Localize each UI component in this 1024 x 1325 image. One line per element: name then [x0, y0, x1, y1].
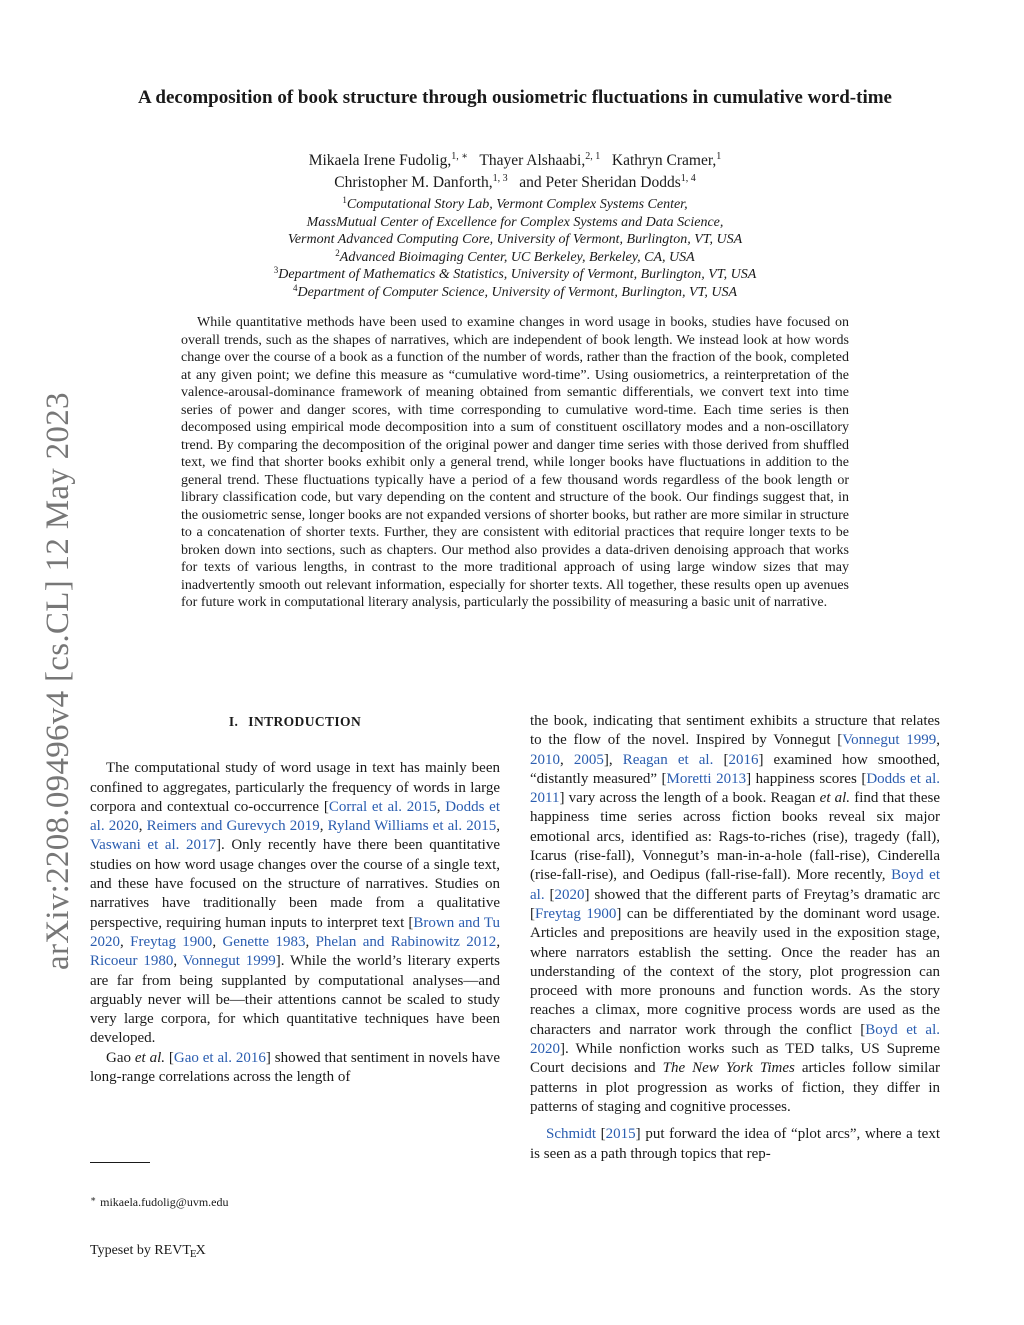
citation-link[interactable]: 2020	[554, 886, 585, 903]
citation-link[interactable]: Schmidt	[546, 1126, 597, 1143]
body-text: [	[165, 1049, 174, 1066]
section-heading	[90, 712, 500, 731]
citation-link[interactable]: Gao et al. 2016	[173, 1049, 266, 1066]
body-text: ]. While the world’s literary experts are far from being supplanted by computational analyses—and arguably never will be—their attentions cannot be scaled to study very large corpora, for which quantitative techniques have been developed.	[90, 953, 501, 1047]
affiliation-text: Department of Mathematics & Statistics, University of Vermont, Burlington, VT, USA	[278, 267, 757, 283]
affiliation-text: Vermont Advanced Computing Core, University of Vermont, Burlington, VT, USA	[287, 232, 743, 248]
body-text: ] vary across the length of a book. Reagan	[559, 790, 820, 807]
citation-link[interactable]: Ricoeur 1980	[90, 953, 174, 970]
author-list	[100, 150, 930, 194]
body-text: ]. Only recently have there been quantitative studies on how word usage changes over the course of a single text, and these have focused on the structure of narratives. Studies on narratives have traditionally been made from a qualitative perspective, requiring human inputs to interpret text [	[90, 837, 500, 931]
affiliation-line	[100, 249, 930, 267]
emphasis-text: et al.	[134, 1049, 165, 1066]
typeset-note	[90, 1242, 206, 1263]
citation-link[interactable]: Dodds et al. 2020	[90, 798, 500, 835]
emphasis-text: et al.	[819, 790, 851, 807]
citation-link[interactable]: Boyd et al.	[530, 867, 940, 903]
citation-link[interactable]: Ryland Williams et al. 2015	[327, 818, 497, 835]
typeset-text: Typeset by REVT	[90, 1243, 191, 1258]
body-paragraph: the book, indicating that sentiment exhibits a structure that relates to the flow of the novel. Inspired by Vonnegut [Vonnegut 1999, 2010, 2005], Reagan et al. [2016] examined how smoothed, “distantly measured” [Moretti 2013] happiness scores [Dodds et al. 2011] vary across the length of a book. Reagan et al. find that these happiness time series across fiction books reveal six major emotional arcs, identified as: Rags-to-riches (rise), tragedy (fall), Icarus (rise-fall), Vonnegut’s man-in-a-hole (fall-rise), Cinderella (rise-fall-rise), and Oedipus (fall-rise-fall). More recently, Boyd et al. [2020] showed that the different parts of Freytag’s dramatic arc [Freytag 1900] can be differentiated by the dominant word usage. Articles and prepositions are heavily used in the exposition stage, where narrators establish the setting. Once the reader has an understanding of the context of the story, plot progression can proceed with more pronouns and function words. As the story reaches a climax, more cognitive process words are used as the characters and narrator work through the conflict [Boyd et al. 2020]. While nonfiction works such as TED talks, US Supreme Court decisions and The New York Times articles follow similar patterns in plot progression as works of fiction, they differ in patterns of staging and cognitive processes.	[530, 713, 941, 1115]
author-affiliation-marker: 2, 1	[585, 151, 601, 162]
right-column	[530, 712, 940, 1164]
affiliation-line	[100, 231, 930, 249]
body-paragraph: The computational study of word usage in text has mainly been confined to aggregates, particularly the frequency of words in large corpora and contextual co-occurrence [Corral et al. 2015, Dodds et al. 2020, Reimers and Gurevych 2019, Ryland Williams et al. 2015, Vaswani et al. 2017]. Only recently have there been quantitative studies on how word usage changes over the course of a single text, and these have focused on the structure of narratives. Studies on narratives have traditionally been made from a qualitative perspective, requiring human inputs to interpret text [Brown and Tu 2020, Freytag 1900, Genette 1983, Phelan and Rabinowitz 2012, Ricoeur 1980, Vonnegut 1999]. While the world’s literary experts are far from being supplanted by computational analyses—and arguably never will be—their attentions cannot be scaled to study very large corpora, for which quantitative techniques have been developed.	[90, 760, 501, 1047]
author-affiliation-marker: 1	[716, 151, 722, 162]
citation-link[interactable]: Genette 1983	[222, 933, 306, 950]
body-text: ] showed that the different parts of Freytag’s dramatic arc [	[530, 886, 941, 922]
body-text: [	[596, 1126, 606, 1143]
citation-link[interactable]: Moretti 2013	[666, 770, 747, 787]
body-text: [	[713, 751, 729, 768]
citation-link[interactable]: Vaswani et al. 2017	[90, 837, 216, 854]
citation-link[interactable]: Reagan et al.	[622, 751, 714, 768]
citation-link[interactable]: Freytag 1900	[130, 933, 213, 950]
paper-title: A decomposition of book structure through ousiometric fluctuations in cumulative word-time	[137, 87, 892, 108]
emphasis-text: The New York Times	[662, 1060, 795, 1077]
body-text: ] put forward the idea of “plot arcs”, where a text is seen as a path through topics that rep-	[530, 1126, 940, 1162]
footnote	[90, 1192, 228, 1210]
author-name: Christopher M. Danforth,	[334, 174, 493, 191]
citation-link[interactable]: 2010	[530, 751, 560, 768]
affiliation-marker: 1	[342, 195, 347, 205]
affiliation-line	[100, 284, 930, 302]
citation-link[interactable]: Phelan and Rabinowitz 2012	[315, 933, 497, 950]
affiliation-line	[100, 196, 930, 214]
body-paragraph	[530, 1125, 940, 1164]
footnote-email: mikaela.fudolig@uvm.edu	[100, 1195, 229, 1209]
abstract: While quantitative methods have been used to examine changes in word usage in books, studies have focused on overall trends, such as the shapes of narratives, which are independent of book length. We instead look at how words change over the course of a book as a function of the number of words, rather than the fraction of the book, completed at any given point; we define this measure as “cumulative word-time”. Using ousiometrics, a reinterpretation of the valence-arousal-dominance framework of meaning obtained from semantic differentials, we convert text into time series of power and danger scores, with time corresponding to cumulative word-time. Each time series is then decomposed using empirical mode decomposition into a sum of constituent oscillatory modes and a non-oscillatory trend. By comparing the decomposition of the original power and danger time series with those derived from shuffled text, we find that shorter books exhibit only a general trend, while longer books have fluctuations in addition to the general trend. These fluctuations typically have a period of a few thousand words regardless of the book length or library classification code, but vary depending on the content and structure of the book. Our findings suggest that, in the ousiometric sense, longer books are not expanded versions of shorter books, but rather are more similar in structure to a concatenation of shorter texts. Further, they are consistent with editorial practices that require longer texts to be broken down into sections, such as chapters. Our method also provides a data-driven denoising approach that works for texts of various lengths, in contrast to the more traditional approach of using large window sizes that may inadvertently smooth out relevant information, especially for shorter texts. All together, these results open up avenues for future work in computational literary analysis, particularly the possibility of measuring a basic unit of narrative.	[181, 315, 849, 610]
body-text: ] happiness scores [	[746, 770, 867, 787]
body-text: Gao	[106, 1049, 135, 1066]
citation-link[interactable]: Dodds et al. 2011	[530, 770, 940, 807]
author-affiliation-marker: 1, 4	[680, 173, 696, 184]
affiliation-marker: 4	[292, 282, 298, 293]
affiliation-text: Computational Story Lab, Vermont Complex Systems Center,	[346, 197, 688, 212]
body-paragraph	[90, 1049, 500, 1088]
left-column	[90, 712, 500, 1087]
citation-link[interactable]: Reimers and Gurevych 2019	[146, 818, 320, 835]
body-text: ]. While nonfiction works such as TED talks, US Supreme Court decisions and	[530, 1041, 940, 1077]
citation-link[interactable]: 2015	[605, 1126, 636, 1143]
citation-link[interactable]: Vonnegut 1999	[182, 953, 276, 970]
body-text: ],	[603, 751, 623, 768]
arxiv-identifier: arXiv:2208.09496v4 [cs.CL] 12 May 2023	[40, 392, 76, 970]
citation-link[interactable]: Corral et al. 2015	[328, 798, 437, 815]
citation-link[interactable]: Vonnegut 1999	[842, 732, 937, 749]
body-text: ] can be differentiated by the dominant word usage. Articles and prepositions are heavily used in the exposition stage, where narrators establish the setting. Once the reader has an understanding of the context of the story, plot progression can proceed with more pronouns and function words. As the story reaches a climax, more cognitive process words are used as the characters and narrator work through the conflict [	[530, 905, 940, 1038]
citation-link[interactable]: 2005	[573, 751, 604, 768]
body-text: articles follow similar patterns in plot progression as works of fiction, they differ in patterns of staging and cognitive processes.	[530, 1060, 940, 1115]
author-affiliation-marker: 1, ∗	[451, 151, 468, 162]
affiliation-marker: 3	[273, 265, 279, 276]
body-text: ] examined how smoothed, “distantly measured” [	[530, 751, 941, 787]
affiliation-line	[100, 266, 930, 284]
section-title: INTRODUCTION	[248, 714, 362, 729]
body-text: [	[544, 886, 555, 903]
body-text: the book, indicating that sentiment exhibits a structure that relates to the flow of the novel. Inspired by Vonnegut [	[530, 713, 940, 749]
footnote-divider	[90, 1162, 150, 1163]
author-name: Thayer Alshaabi,	[479, 152, 586, 169]
affiliation-marker: 2	[335, 247, 340, 258]
tex-e: E	[189, 1248, 197, 1260]
affiliation-text: Advanced Bioimaging Center, UC Berkeley, Berkeley, CA, USA	[339, 249, 695, 265]
section-number: I.	[228, 714, 239, 729]
author-name: and Peter Sheridan Dodds	[519, 174, 681, 191]
affiliation-text: Department of Computer Science, University of Vermont, Burlington, VT, USA	[297, 284, 737, 300]
affiliation-text: MassMutual Center of Excellence for Complex Systems and Data Science,	[306, 214, 724, 230]
author-name: Kathryn Cramer,	[611, 152, 717, 169]
body-text: ] showed that sentiment in novels have long-range correlations across the length of	[90, 1049, 500, 1086]
body-text: The computational study of word usage in text has mainly been confined to aggregates, particularly the frequency of words in large corpora and contextual co-occurrence [	[90, 760, 500, 815]
author-name: Mikaela Irene Fudolig,	[308, 152, 452, 169]
citation-link[interactable]: Freytag 1900	[535, 905, 617, 922]
author-affiliation-marker: 1, 3	[492, 173, 508, 184]
body-text: find that these happiness time series across fiction books reveal six major emotional arcs, identified as: Rags-to-riches (rise), tragedy (fall), Icarus (rise-fall), Vonnegut’s man-in-a-hole (fall-rise), Cinderella (rise-fall-rise), and Oedipus (fall-rise-fall). More recently,	[530, 790, 940, 884]
citation-link[interactable]: Brown and Tu 2020	[90, 914, 500, 950]
tex-x: X	[195, 1243, 206, 1258]
citation-link[interactable]: 2016	[728, 751, 759, 768]
affiliation-line	[100, 214, 930, 232]
footnote-mark: ∗	[90, 1194, 97, 1204]
citation-link[interactable]: Boyd et al. 2020	[530, 1021, 940, 1058]
affiliation-list	[100, 196, 930, 302]
